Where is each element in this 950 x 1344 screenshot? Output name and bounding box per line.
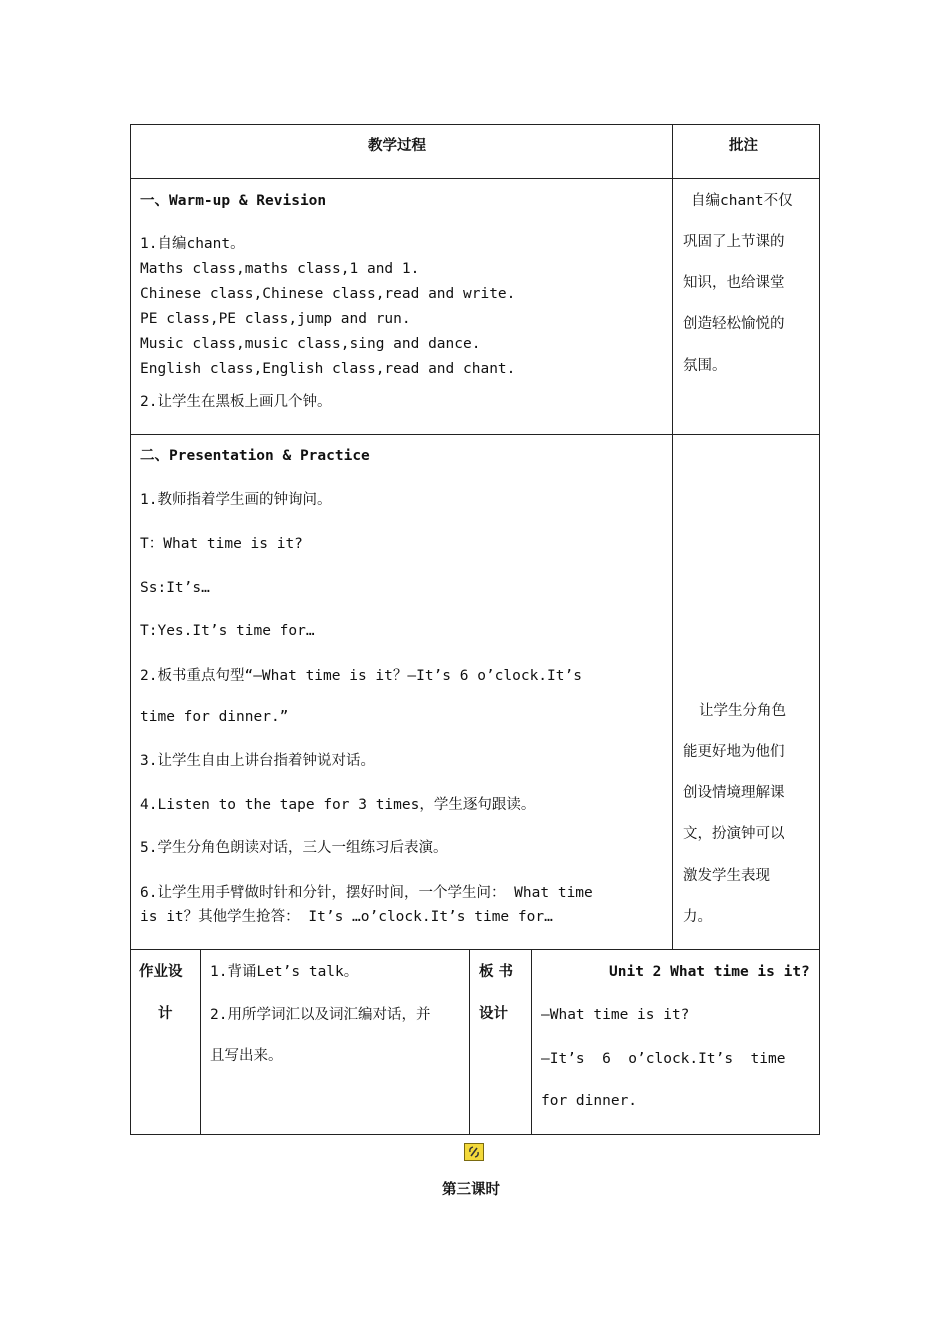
lesson-title: 第三课时: [442, 1182, 500, 1198]
column-divider-hw-label: [200, 949, 201, 1135]
section2-line: 2.板书重点句型“—What time is it？—It’s 6 o’clock.It’s: [140, 668, 582, 684]
section1-line: English class,English class,read and chant.: [140, 361, 516, 377]
section1-line: Music class,music class,sing and dance.: [140, 336, 481, 352]
section2-note-line: 让学生分角色: [699, 703, 786, 719]
section2-line: 4.Listen to the tape for 3 times，学生逐句跟读。: [140, 797, 536, 813]
document-link-icon[interactable]: [464, 1143, 484, 1161]
row-divider-section1: [130, 434, 820, 435]
row-divider-section2: [130, 949, 820, 950]
section1-line: Maths class,maths class,1 and 1.: [140, 261, 420, 277]
section1-line: 1.自编chant。: [140, 236, 245, 252]
table-border-left: [130, 124, 131, 1135]
board-line: for dinner.: [541, 1093, 638, 1109]
column-divider-hw-content: [469, 949, 470, 1135]
section1-line: 2.让学生在黑板上画几个钟。: [140, 394, 332, 410]
section2-heading: 二、Presentation & Practice: [140, 448, 370, 464]
table-border-top: [130, 124, 820, 125]
section2-line: 1.教师指着学生画的钟询问。: [140, 492, 332, 508]
section2-line: 6.让学生用手臂做时针和分针，摆好时间，一个学生问： What time: [140, 885, 593, 901]
section2-note-line: 文，扮演钟可以: [683, 826, 785, 842]
board-line: —What time is it?: [541, 1007, 690, 1023]
section2-line: 3.让学生自由上讲台指着钟说对话。: [140, 753, 375, 769]
section2-line: 5.学生分角色朗读对话，三人一组练习后表演。: [140, 840, 448, 856]
board-label: 板 书: [479, 964, 514, 980]
homework-label: 作业设: [139, 964, 183, 980]
homework-item: 且写出来。: [210, 1048, 283, 1064]
header-teaching-process: 教学过程: [368, 138, 426, 154]
section2-line: T:Yes.It’s time for…: [140, 623, 315, 639]
section2-line: time for dinner.”: [140, 709, 289, 725]
section1-note-line: 知识，也给课堂: [683, 275, 785, 291]
table-border-bottom: [130, 1134, 820, 1135]
homework-label: 计: [158, 1006, 173, 1022]
section2-note-line: 力。: [683, 909, 712, 925]
section2-note-line: 能更好地为他们: [683, 744, 785, 760]
section1-note-line: 自编chant不仅: [691, 193, 793, 209]
homework-item: 2.用所学词汇以及词汇编对话，并: [210, 1007, 431, 1023]
section2-line: T：What time is it?: [140, 536, 303, 552]
homework-item: 1.背诵Let’s talk。: [210, 964, 359, 980]
section1-note-line: 巩固了上节课的: [683, 234, 785, 250]
board-title: Unit 2 What time is it?: [609, 964, 810, 980]
header-notes: 批注: [729, 138, 758, 154]
section1-note-line: 氛围。: [683, 358, 727, 374]
section2-line: Ss:It’s…: [140, 580, 210, 596]
section1-note-line: 创造轻松愉悦的: [683, 316, 785, 332]
section1-line: Chinese class,Chinese class,read and write.: [140, 286, 516, 302]
column-divider-board-label: [531, 949, 532, 1135]
section2-note-line: 创设情境理解课: [683, 785, 785, 801]
section2-note-line: 激发学生表现: [683, 868, 770, 884]
section1-line: PE class,PE class,jump and run.: [140, 311, 411, 327]
board-line: —It’s 6 o’clock.It’s time: [541, 1051, 786, 1067]
column-divider-notes: [672, 124, 673, 950]
section2-line: is it？其他学生抢答： It’s …o’clock.It’s time for…: [140, 909, 553, 925]
table-border-right: [819, 124, 820, 1135]
row-divider-header: [130, 178, 820, 179]
section1-heading: 一、Warm-up & Revision: [140, 193, 327, 209]
board-label: 设计: [479, 1006, 508, 1022]
